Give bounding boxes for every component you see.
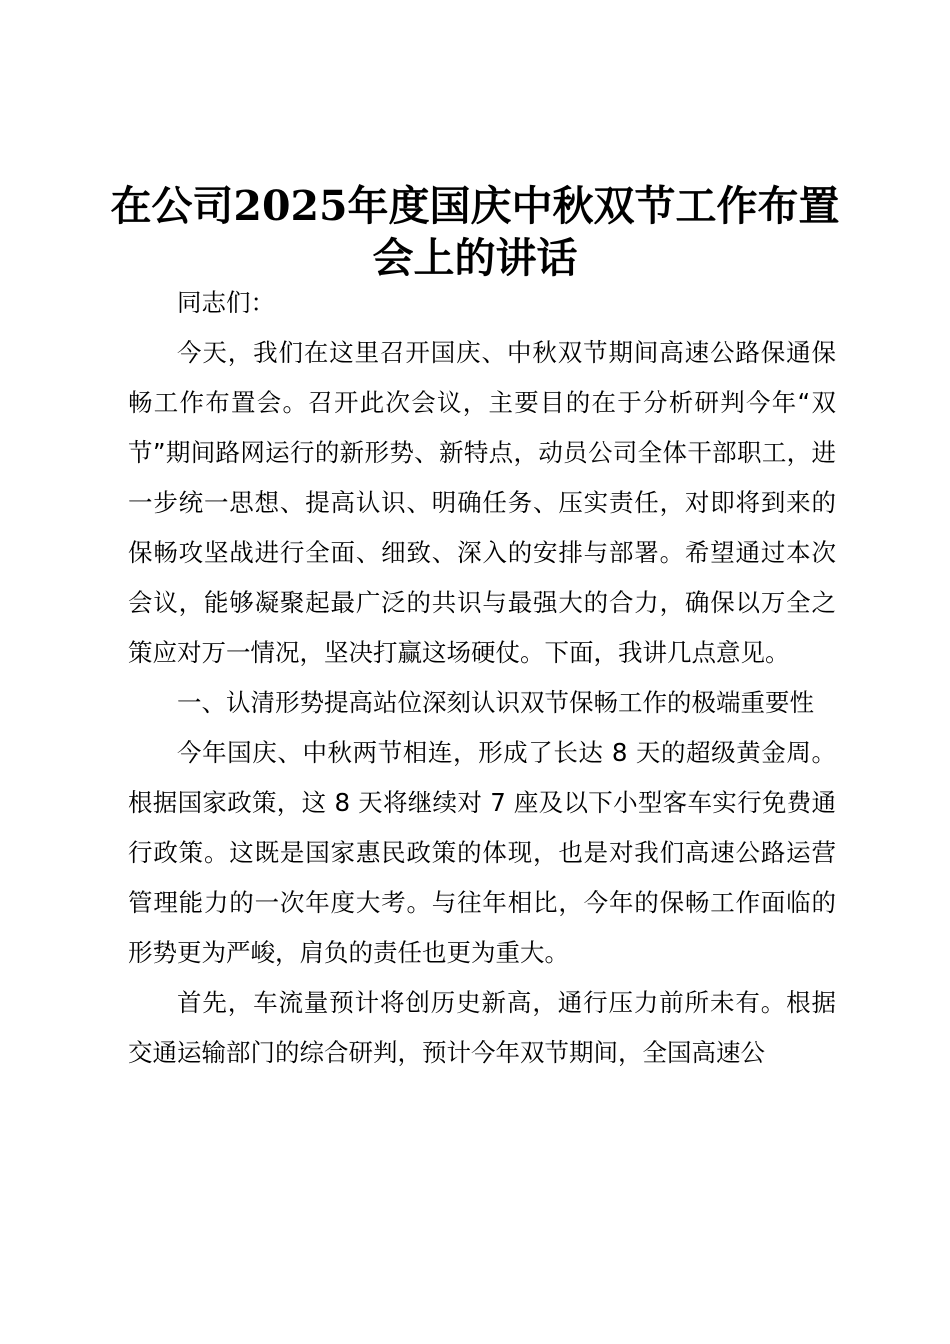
document-title: 在公司2025年度国庆中秋双节工作布置会上的讲话 bbox=[110, 182, 840, 282]
paragraph-first-point: 首先，车流量预计将创历史新高，通行压力前所未有。根据交通运输部门的综合研判，预计今年双节期间，全国高速公 bbox=[128, 988, 836, 1067]
paragraph-opening: 今天，我们在这里召开国庆、中秋双节期间高速公路保通保畅工作布置会。召开此次会议，主要目的在于分析研判今年“双节”期间路网运行的新形势、新特点，动员公司全体干部职工，进一步统一思想、提高认识、明确任务、压实责任，对即将到来的保畅攻坚战进行全面、细致、深入的安排与部署。希望通过本次会议，能够凝聚起最广泛的共识与最强大的合力，确保以万全之策应对万一情况，坚决打赢这场硬仗。下面，我讲几点意见。 bbox=[128, 338, 836, 667]
document-body bbox=[128, 278, 836, 1078]
section-heading-one: 一、认清形势提高站位深刻认识双节保畅工作的极端重要性 bbox=[177, 688, 814, 717]
salutation: 同志们： bbox=[177, 288, 275, 317]
paragraph-situation: 今年国庆、中秋两节相连，形成了长达 8 天的超级黄金周。根据国家政策，这 8 天将继续对 7 座及以下小型客车实行免费通行政策。这既是国家惠民政策的体现，也是对我们高速公路运营管理能力的一次年度大考。与往年相比，今年的保畅工作面临的形势更为严峻，肩负的责任也更为重大。 bbox=[128, 738, 836, 967]
